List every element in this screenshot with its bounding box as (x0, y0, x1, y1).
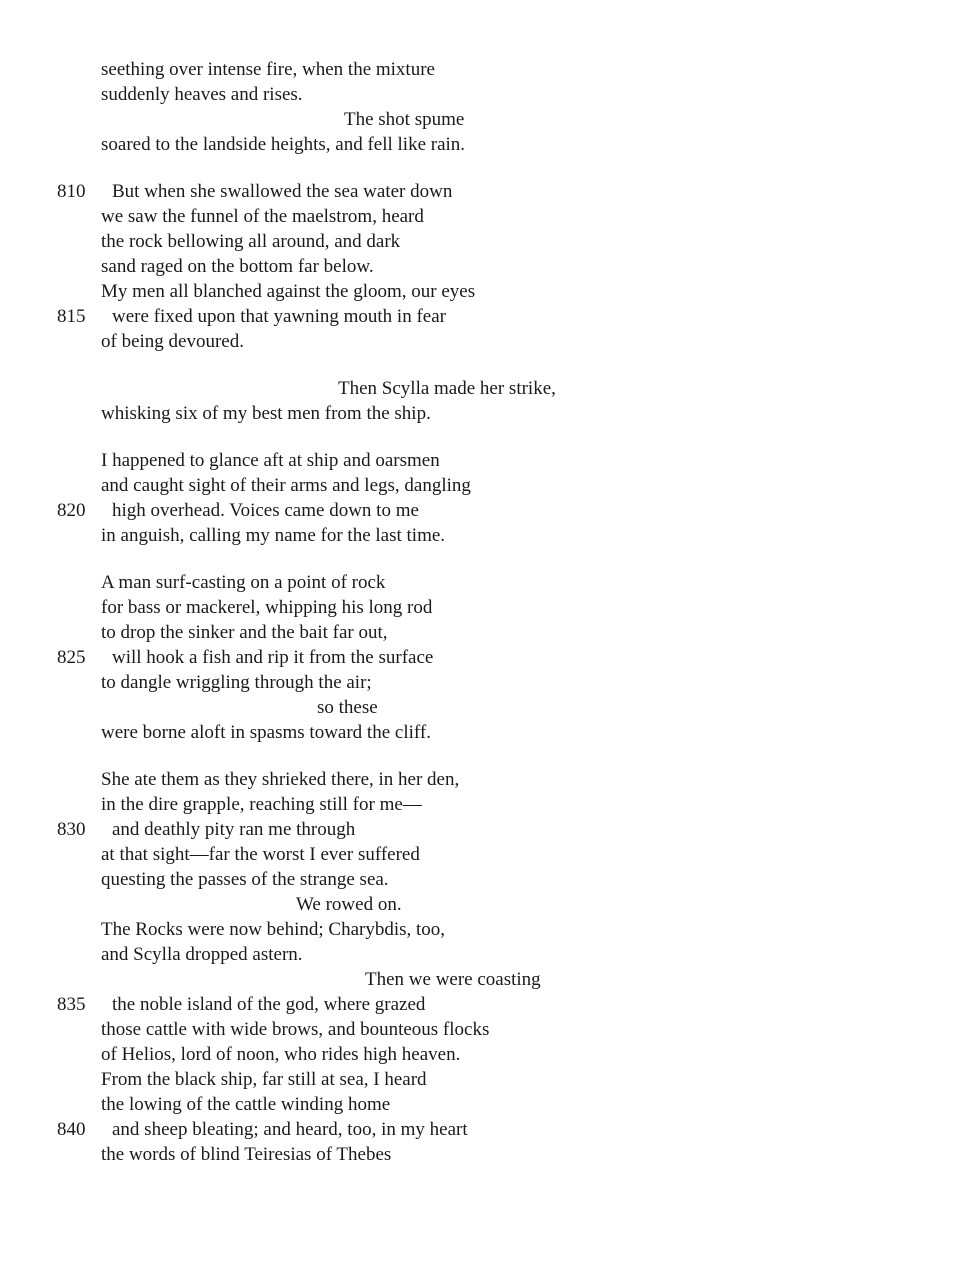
line-text: at that sight—far the worst I ever suffered (101, 844, 420, 865)
line-text: in the dire grapple, reaching still for me— (101, 794, 422, 815)
poem-line (0, 595, 979, 620)
poem-line (0, 620, 979, 645)
line-text: I happened to glance aft at ship and oarsmen (101, 450, 440, 471)
poem-line (0, 1042, 979, 1067)
line-text: From the black ship, far still at sea, I heard (101, 1069, 427, 1090)
line-text: in anguish, calling my name for the last time. (101, 525, 446, 546)
line-text: She ate them as they shrieked there, in her den, (101, 769, 460, 790)
line-text: The shot spume (344, 109, 465, 130)
line-number: 830 (57, 819, 86, 840)
poem-line (0, 179, 979, 204)
poem-line (0, 473, 979, 498)
stanza-break (0, 157, 979, 179)
line-text: questing the passes of the strange sea. (101, 869, 389, 890)
stanza-break (0, 354, 979, 376)
line-text: suddenly heaves and rises. (101, 84, 303, 105)
poem-line (0, 1017, 979, 1042)
line-text: seething over intense fire, when the mixture (101, 59, 435, 80)
line-text: Then we were coasting (365, 969, 541, 990)
line-text: will hook a fish and rip it from the surface (112, 647, 434, 668)
line-text: The Rocks were now behind; Charybdis, too, (101, 919, 446, 940)
poem-line (0, 695, 979, 720)
line-number: 825 (57, 647, 86, 668)
line-text: and Scylla dropped astern. (101, 944, 303, 965)
line-text: of Helios, lord of noon, who rides high heaven. (101, 1044, 461, 1065)
poem-line (0, 1067, 979, 1092)
poem-line (0, 401, 979, 426)
line-text: to drop the sinker and the bait far out, (101, 622, 388, 643)
line-text: the rock bellowing all around, and dark (101, 231, 401, 252)
poem-line (0, 842, 979, 867)
line-text: A man surf-casting on a point of rock (101, 572, 386, 593)
line-text: My men all blanched against the gloom, our eyes (101, 281, 476, 302)
poem-line (0, 498, 979, 523)
line-text: and deathly pity ran me through (112, 819, 356, 840)
line-number: 840 (57, 1119, 86, 1140)
poem-line (0, 767, 979, 792)
poem-line (0, 645, 979, 670)
line-text: of being devoured. (101, 331, 244, 352)
poem-line (0, 720, 979, 745)
line-text: and sheep bleating; and heard, too, in my heart (112, 1119, 468, 1140)
line-text: the lowing of the cattle winding home (101, 1094, 391, 1115)
poem-line (0, 376, 979, 401)
line-text: we saw the funnel of the maelstrom, heard (101, 206, 424, 227)
poem-line (0, 304, 979, 329)
poem-line (0, 279, 979, 304)
line-text: high overhead. Voices came down to me (112, 500, 419, 521)
line-text: were fixed upon that yawning mouth in fear (112, 306, 446, 327)
poem-line (0, 329, 979, 354)
poem-line (0, 967, 979, 992)
poem-text (0, 57, 979, 1167)
line-text: so these (317, 697, 378, 718)
line-text: the words of blind Teiresias of Thebes (101, 1144, 392, 1165)
line-text: Then Scylla made her strike, (338, 378, 556, 399)
line-text: the noble island of the god, where grazed (112, 994, 426, 1015)
line-text: and caught sight of their arms and legs, dangling (101, 475, 471, 496)
poem-line (0, 132, 979, 157)
line-text: to dangle wriggling through the air; (101, 672, 372, 693)
line-number: 815 (57, 306, 86, 327)
line-text: those cattle with wide brows, and bounteous flocks (101, 1019, 490, 1040)
poem-line (0, 523, 979, 548)
poem-line (0, 448, 979, 473)
line-text: sand raged on the bottom far below. (101, 256, 374, 277)
line-number: 810 (57, 181, 86, 202)
poem-line (0, 82, 979, 107)
poem-line (0, 1117, 979, 1142)
line-text: soared to the landside heights, and fell like rain. (101, 134, 466, 155)
poem-line (0, 229, 979, 254)
poem-line (0, 892, 979, 917)
poem-line (0, 670, 979, 695)
stanza-break (0, 548, 979, 570)
poem-line (0, 992, 979, 1017)
stanza-break (0, 426, 979, 448)
poem-line (0, 917, 979, 942)
line-text: We rowed on. (296, 894, 402, 915)
poem-line (0, 1092, 979, 1117)
poem-line (0, 107, 979, 132)
line-number: 835 (57, 994, 86, 1015)
line-text: whisking six of my best men from the ship. (101, 403, 431, 424)
poem-line (0, 57, 979, 82)
stanza-break (0, 745, 979, 767)
poem-line (0, 792, 979, 817)
line-text: But when she swallowed the sea water down (112, 181, 453, 202)
line-number: 820 (57, 500, 86, 521)
poem-line (0, 1142, 979, 1167)
poem-line (0, 204, 979, 229)
poem-line (0, 867, 979, 892)
poem-line (0, 570, 979, 595)
line-text: for bass or mackerel, whipping his long rod (101, 597, 433, 618)
poem-line (0, 942, 979, 967)
poem-line (0, 817, 979, 842)
poem-line (0, 254, 979, 279)
line-text: were borne aloft in spasms toward the cliff. (101, 722, 431, 743)
